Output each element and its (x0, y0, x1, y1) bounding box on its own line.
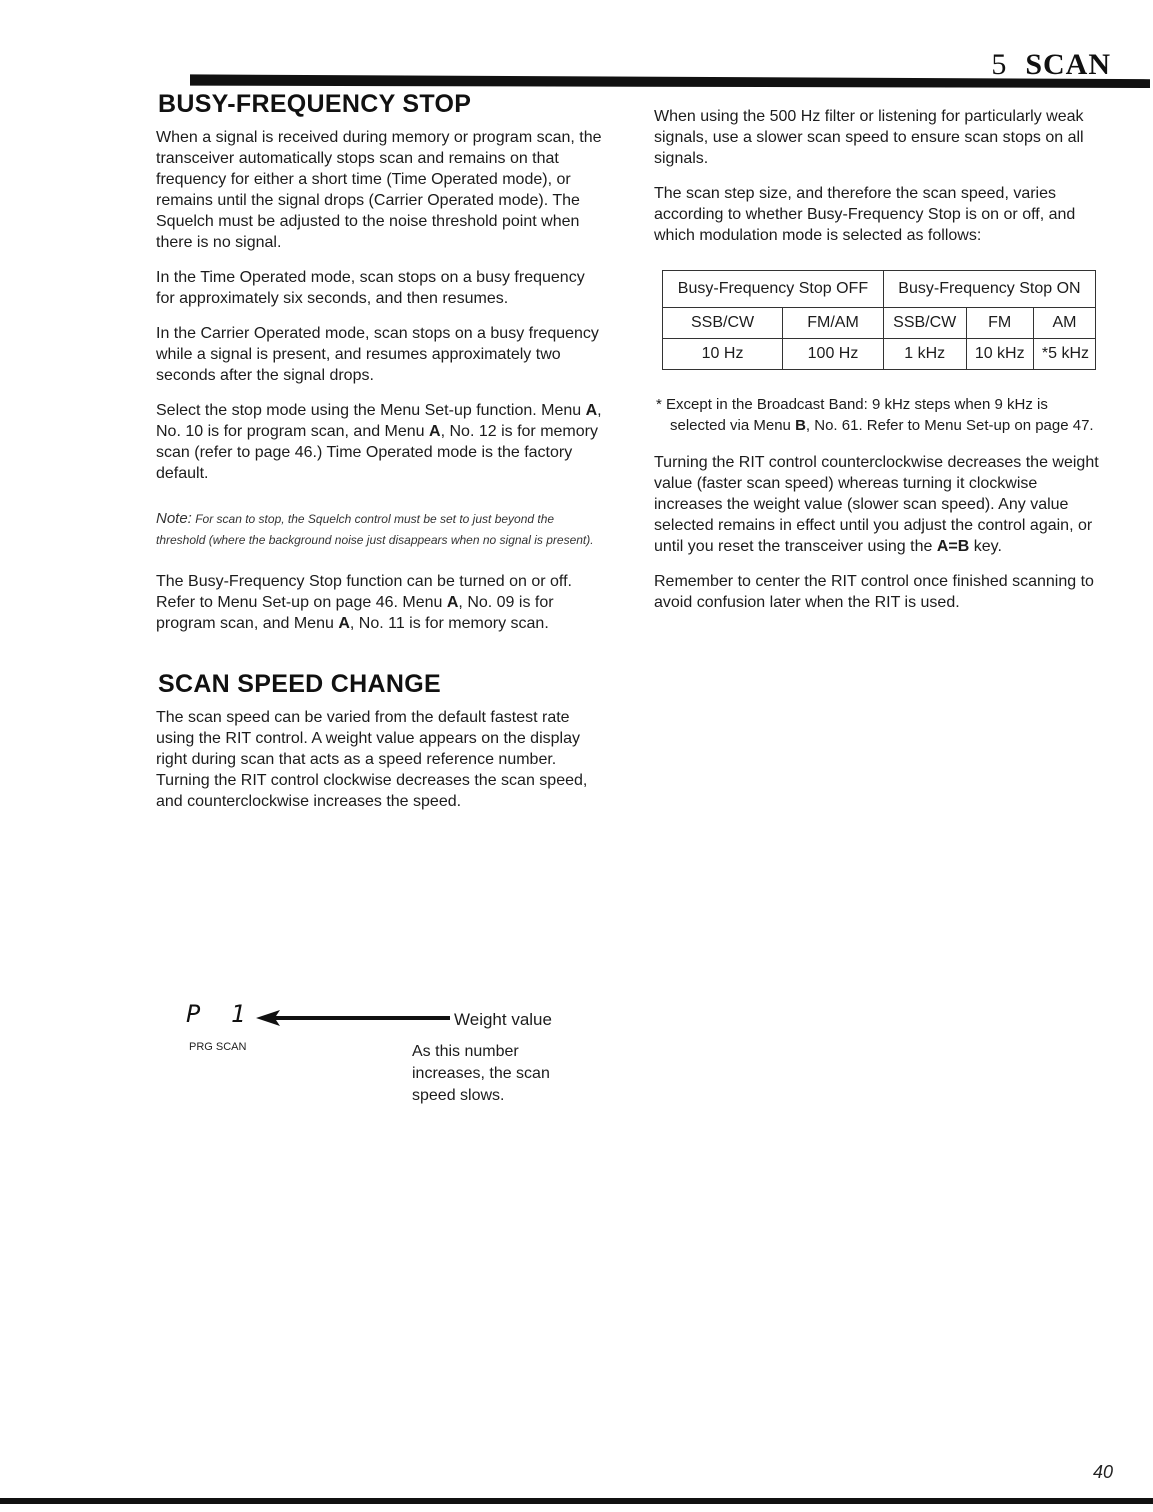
table-cell: FM/AM (783, 308, 884, 339)
table-cell: SSB/CW (883, 308, 966, 339)
busy-stop-para-4: Select the stop mode using the Menu Set-up function. Menu A, No. 10 is for program scan, and Menu A, No. 12 is for memory scan (refer to page 46.) Time Operated mode is the factory default. (156, 402, 602, 482)
scan-step-table (662, 270, 1096, 370)
weight-value-diagram (186, 1000, 606, 1120)
note-text: For scan to stop, the Squelch control must be set to just beyond the threshold (where the background noise just disappears when no signal is present). (156, 512, 594, 547)
display-readout: P 1 (186, 1000, 254, 1028)
table-cell: AM (1033, 308, 1095, 339)
table-cell: 1 kHz (883, 339, 966, 370)
table-cell: 10 Hz (663, 339, 783, 370)
table-cell: 10 kHz (966, 339, 1033, 370)
table-header-row (663, 271, 1096, 308)
right-para-2: The scan step size, and therefore the scan speed, varies according to whether Busy-Frequency Stop is on or off, and which modulation mode is selected as follows: (654, 185, 1076, 244)
page-number: 40 (1092, 1462, 1113, 1482)
table-group-off: Busy-Frequency Stop OFF (663, 271, 884, 308)
chapter-header (991, 48, 1111, 82)
busy-stop-para-3: In the Carrier Operated mode, scan stops on a busy frequency while a signal is present, and resumes approximately two seconds after the signal drops. (156, 325, 599, 384)
prg-scan-label: PRG SCAN (189, 1041, 247, 1053)
table-cell: 100 Hz (783, 339, 884, 370)
busy-stop-para-5: The Busy-Frequency Stop function can be turned on or off. Refer to Menu Set-up on page 46. Menu A, No. 09 is for program scan, and Menu A, No. 11 is for memory scan. (156, 573, 572, 632)
table-mode-row (663, 308, 1096, 339)
right-column (654, 106, 1104, 627)
scan-speed-para-1: The scan speed can be varied from the default fastest rate using the RIT control. A weight value appears on the display right during scan that acts as a speed reference number. Turning the RIT control clockwise decreases the scan speed, and counterclockwise increases the speed. (156, 709, 588, 810)
weight-value-label: Weight value (454, 1010, 552, 1029)
pointer-arrow-icon (256, 1010, 640, 1026)
footer-rule (0, 1498, 1153, 1504)
table-footnote: * Except in the Broadcast Band: 9 kHz steps when 9 kHz is selected via Menu B, No. 61. Refer to Menu Set-up on page 47. (656, 396, 1094, 434)
weight-value-description: As this number increases, the scan speed slows. (412, 1043, 550, 1104)
table-group-on: Busy-Frequency Stop ON (883, 271, 1095, 308)
busy-stop-para-1: When a signal is received during memory or program scan, the transceiver automatically stops scan and remains on that frequency for either a short time (Time Operated mode), or remains until the signal drops (Carrier Operated mode). The Squelch must be adjusted to the noise threshold point when there is no signal. (156, 129, 602, 251)
busy-stop-para-2: In the Time Operated mode, scan stops on a busy frequency for approximately six seconds, and then resumes. (156, 269, 585, 307)
right-para-1: When using the 500 Hz filter or listening for particularly weak signals, use a slower scan speed to ensure scan stops on all signals. (654, 108, 1084, 167)
table-step-row (663, 339, 1096, 370)
chapter-name: SCAN (1025, 48, 1111, 81)
scan-speed-title: SCAN SPEED CHANGE (158, 670, 441, 698)
right-para-3: Turning the RIT control counterclockwise decreases the weight value (faster scan speed) whereas turning it clockwise increases the weight value (slower scan speed). Any value selected remains in effect until you adjust the control again, or until you reset the transceiver using the A=B key. (654, 454, 1099, 555)
right-para-4: Remember to center the RIT control once finished scanning to avoid confusion later when the RIT is used. (654, 573, 1094, 611)
left-column (156, 90, 606, 826)
table-cell: SSB/CW (663, 308, 783, 339)
table-cell: FM (966, 308, 1033, 339)
note-lead: Note: (156, 510, 192, 527)
chapter-number: 5 (991, 48, 1008, 81)
squelch-note (156, 508, 606, 551)
busy-stop-title: BUSY-FREQUENCY STOP (158, 90, 472, 118)
table-cell: *5 kHz (1033, 339, 1095, 370)
